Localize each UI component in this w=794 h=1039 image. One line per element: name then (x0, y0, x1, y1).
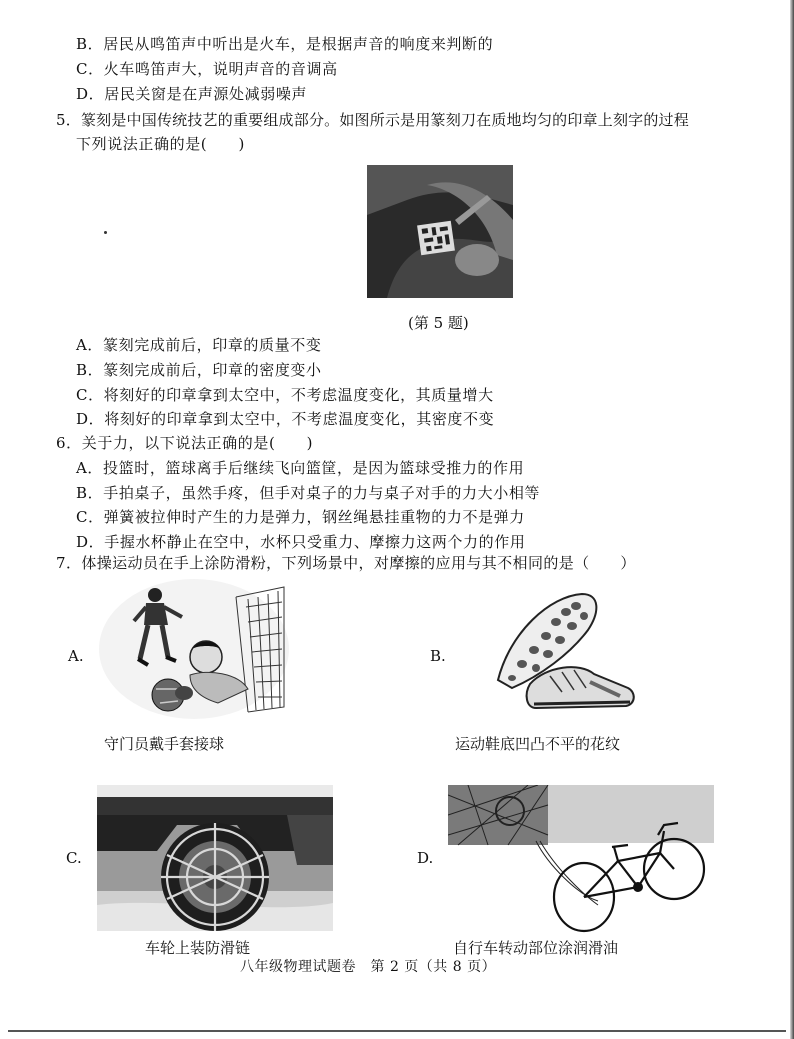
q6-option-c: C．弹簧被拉伸时产生的力是弹力，钢丝绳悬挂重物的力不是弹力 (76, 508, 525, 526)
q5-stem-line2: 下列说法正确的是( ) (76, 135, 245, 153)
scan-right-edge (790, 0, 794, 1039)
q7-option-a-label: A. (68, 647, 84, 665)
q5-option-c: C．将刻好的印章拿到太空中，不考虑温度变化，其质量增大 (76, 386, 494, 404)
q5-figure-caption: (第 5 题) (408, 314, 469, 332)
q7-option-b-sneaker-illustration (490, 592, 638, 718)
q6-option-b: B．手拍桌子，虽然手疼，但手对桌子的力与桌子对手的力大小相等 (76, 484, 541, 502)
q7-option-c-tire-chain-photo (97, 785, 333, 931)
q5-stem-line1: 5．篆刻是中国传统技艺的重要组成部分。如图所示是用篆刻刀在质地均匀的印章上刻字的过程 (56, 111, 689, 129)
page-footer: 八年级物理试题卷 第 2 页（共 8 页） (240, 959, 497, 975)
scan-speck (104, 231, 107, 234)
q7-stem: 7．体操运动员在手上涂防滑粉，下列场景中，对摩擦的应用与其不相同的是（ ） (56, 554, 636, 572)
q4-option-c: C．火车鸣笛声大，说明声音的音调高 (76, 60, 338, 78)
q7-option-a-caption: 守门员戴手套接球 (104, 735, 225, 753)
q4-option-b: B．居民从鸣笛声中听出是火车，是根据声音的响度来判断的 (76, 35, 494, 53)
q4-option-d: D．居民关窗是在声源处减弱噪声 (76, 85, 308, 103)
q6-option-d: D．手握水杯静止在空中，水杯只受重力、摩擦力这两个力的作用 (76, 533, 526, 551)
q5-option-b: B．篆刻完成前后，印章的密度变小 (76, 361, 322, 379)
q5-option-d: D．将刻好的印章拿到太空中，不考虑温度变化，其密度不变 (76, 410, 495, 428)
q7-option-b-label: B. (430, 647, 446, 665)
q7-option-a-goalkeeper-illustration (98, 577, 290, 722)
q5-seal-carving-photo (367, 165, 513, 298)
q7-option-d-bicycle-photo (448, 785, 714, 933)
scan-bottom-edge (8, 1030, 786, 1032)
q7-option-b-caption: 运动鞋底凹凸不平的花纹 (455, 735, 621, 753)
q7-option-d-caption: 自行车转动部位涂润滑油 (453, 939, 619, 957)
q5-option-a: A．篆刻完成前后，印章的质量不变 (76, 336, 322, 354)
q7-option-c-label: C. (66, 849, 82, 867)
q7-option-c-caption: 车轮上装防滑链 (145, 939, 251, 957)
q7-option-d-label: D. (417, 849, 434, 867)
q6-option-a: A．投篮时，篮球离手后继续飞向篮筐，是因为篮球受推力的作用 (76, 459, 525, 477)
q6-stem: 6．关于力，以下说法正确的是( ) (56, 434, 314, 452)
